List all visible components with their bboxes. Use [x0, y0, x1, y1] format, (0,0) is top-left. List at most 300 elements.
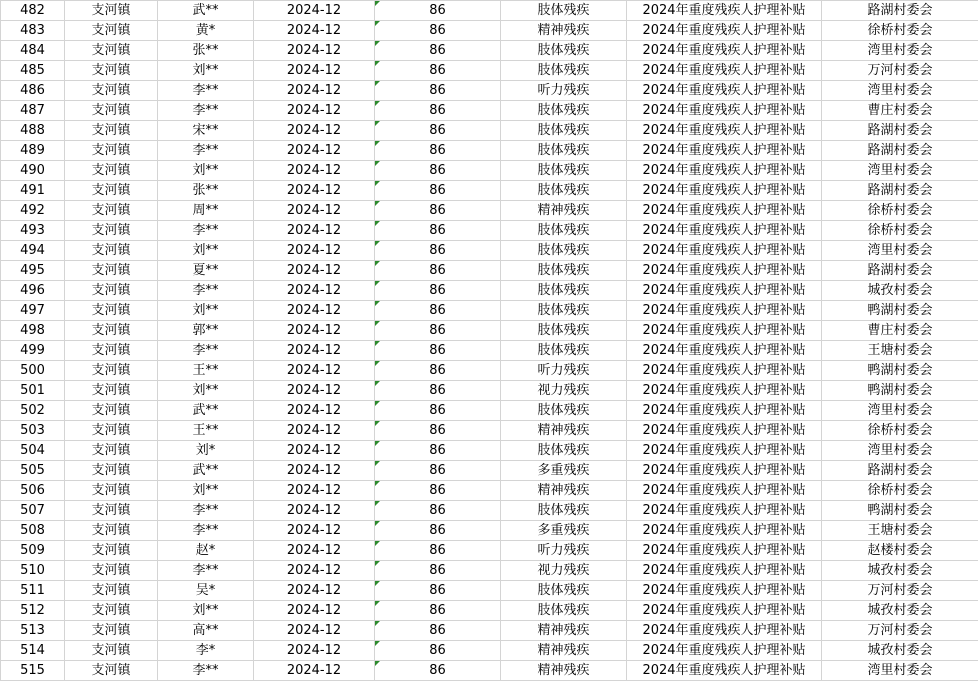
- row-number-cell[interactable]: 494: [1, 241, 65, 261]
- row-number-cell[interactable]: 507: [1, 501, 65, 521]
- amount-cell[interactable]: [375, 401, 501, 421]
- town-cell[interactable]: 支河镇: [65, 541, 158, 561]
- row-number-cell[interactable]: 499: [1, 341, 65, 361]
- name-cell[interactable]: 刘**: [158, 381, 254, 401]
- amount-cell[interactable]: [375, 481, 501, 501]
- amount-cell[interactable]: [375, 201, 501, 221]
- row-number-cell[interactable]: 488: [1, 121, 65, 141]
- disability-type-cell[interactable]: 肢体残疾: [501, 61, 627, 81]
- town-cell[interactable]: 支河镇: [65, 461, 158, 481]
- subsidy-item-cell[interactable]: 2024年重度残疾人护理补贴: [627, 61, 822, 81]
- disability-type-cell[interactable]: 精神残疾: [501, 201, 627, 221]
- number-stored-as-text-indicator-icon: [375, 301, 380, 306]
- town-cell[interactable]: 支河镇: [65, 401, 158, 421]
- town-cell[interactable]: 支河镇: [65, 41, 158, 61]
- subsidy-item-cell[interactable]: 2024年重度残疾人护理补贴: [627, 201, 822, 221]
- row-number-cell[interactable]: 489: [1, 141, 65, 161]
- name-cell[interactable]: 李**: [158, 141, 254, 161]
- name-cell[interactable]: 王**: [158, 361, 254, 381]
- table-row: [1, 301, 978, 321]
- disability-type-cell[interactable]: 肢体残疾: [501, 321, 627, 341]
- table-row: [1, 161, 978, 181]
- subsidy-item-cell[interactable]: 2024年重度残疾人护理补贴: [627, 501, 822, 521]
- month-cell[interactable]: 2024-12: [254, 641, 375, 661]
- month-cell[interactable]: 2024-12: [254, 61, 375, 81]
- number-stored-as-text-indicator-icon: [375, 541, 380, 546]
- subsidy-item-cell[interactable]: 2024年重度残疾人护理补贴: [627, 121, 822, 141]
- village-committee-cell[interactable]: 鸭湖村委会: [822, 501, 978, 521]
- amount-cell[interactable]: [375, 461, 501, 481]
- row-number-cell[interactable]: 501: [1, 381, 65, 401]
- town-cell[interactable]: 支河镇: [65, 201, 158, 221]
- town-cell[interactable]: 支河镇: [65, 221, 158, 241]
- subsidy-item-cell[interactable]: 2024年重度残疾人护理补贴: [627, 541, 822, 561]
- row-number-cell[interactable]: 514: [1, 641, 65, 661]
- row-number-cell[interactable]: 490: [1, 161, 65, 181]
- amount-cell[interactable]: [375, 141, 501, 161]
- amount-cell[interactable]: [375, 181, 501, 201]
- town-cell[interactable]: 支河镇: [65, 341, 158, 361]
- amount-cell[interactable]: [375, 61, 501, 81]
- town-cell[interactable]: 支河镇: [65, 501, 158, 521]
- village-committee-cell[interactable]: 鸭湖村委会: [822, 361, 978, 381]
- village-committee-cell[interactable]: 湾里村委会: [822, 41, 978, 61]
- subsidy-item-cell[interactable]: 2024年重度残疾人护理补贴: [627, 181, 822, 201]
- amount-value: 86: [429, 503, 446, 518]
- month-cell[interactable]: 2024-12: [254, 141, 375, 161]
- village-committee-cell[interactable]: 鸭湖村委会: [822, 381, 978, 401]
- number-stored-as-text-indicator-icon: [375, 421, 380, 426]
- amount-value: 86: [429, 3, 446, 18]
- month-cell[interactable]: 2024-12: [254, 41, 375, 61]
- subsidy-item-cell[interactable]: 2024年重度残疾人护理补贴: [627, 221, 822, 241]
- subsidy-item-cell[interactable]: 2024年重度残疾人护理补贴: [627, 101, 822, 121]
- village-committee-cell[interactable]: 鸭湖村委会: [822, 301, 978, 321]
- month-cell[interactable]: 2024-12: [254, 1, 375, 21]
- town-cell[interactable]: 支河镇: [65, 141, 158, 161]
- month-cell[interactable]: 2024-12: [254, 381, 375, 401]
- month-cell[interactable]: 2024-12: [254, 81, 375, 101]
- month-cell[interactable]: 2024-12: [254, 581, 375, 601]
- name-cell[interactable]: 武**: [158, 461, 254, 481]
- disability-type-cell[interactable]: 肢体残疾: [501, 221, 627, 241]
- amount-cell[interactable]: [375, 541, 501, 561]
- town-cell[interactable]: 支河镇: [65, 241, 158, 261]
- amount-value: 86: [429, 183, 446, 198]
- amount-cell[interactable]: [375, 41, 501, 61]
- amount-cell[interactable]: [375, 561, 501, 581]
- subsidy-item-cell[interactable]: 2024年重度残疾人护理补贴: [627, 321, 822, 341]
- name-cell[interactable]: 李**: [158, 341, 254, 361]
- subsidy-item-cell[interactable]: 2024年重度残疾人护理补贴: [627, 261, 822, 281]
- disability-type-cell[interactable]: 听力残疾: [501, 361, 627, 381]
- town-cell[interactable]: 支河镇: [65, 361, 158, 381]
- town-cell[interactable]: 支河镇: [65, 421, 158, 441]
- village-committee-cell[interactable]: 万河村委会: [822, 581, 978, 601]
- row-number-cell[interactable]: 515: [1, 661, 65, 681]
- name-cell[interactable]: 刘**: [158, 61, 254, 81]
- disability-type-cell[interactable]: 肢体残疾: [501, 141, 627, 161]
- name-cell[interactable]: 高**: [158, 621, 254, 641]
- amount-cell[interactable]: [375, 81, 501, 101]
- disability-type-cell[interactable]: 肢体残疾: [501, 101, 627, 121]
- town-cell[interactable]: 支河镇: [65, 181, 158, 201]
- subsidy-item-cell[interactable]: 2024年重度残疾人护理补贴: [627, 661, 822, 681]
- number-stored-as-text-indicator-icon: [375, 601, 380, 606]
- row-number-cell[interactable]: 504: [1, 441, 65, 461]
- name-cell[interactable]: 吴*: [158, 581, 254, 601]
- village-committee-cell[interactable]: 路湖村委会: [822, 461, 978, 481]
- disability-type-cell[interactable]: 肢体残疾: [501, 161, 627, 181]
- disability-type-cell[interactable]: 视力残疾: [501, 561, 627, 581]
- village-committee-cell[interactable]: 路湖村委会: [822, 181, 978, 201]
- village-committee-cell[interactable]: 万河村委会: [822, 621, 978, 641]
- row-number-cell[interactable]: 486: [1, 81, 65, 101]
- month-cell[interactable]: 2024-12: [254, 421, 375, 441]
- name-cell[interactable]: 李**: [158, 101, 254, 121]
- disability-type-cell[interactable]: 精神残疾: [501, 661, 627, 681]
- town-cell[interactable]: 支河镇: [65, 621, 158, 641]
- row-number-cell[interactable]: 482: [1, 1, 65, 21]
- row-number-cell[interactable]: 496: [1, 281, 65, 301]
- disability-type-cell[interactable]: 肢体残疾: [501, 581, 627, 601]
- disability-type-cell[interactable]: 肢体残疾: [501, 181, 627, 201]
- disability-type-cell[interactable]: 听力残疾: [501, 541, 627, 561]
- amount-cell[interactable]: [375, 361, 501, 381]
- subsidy-item-cell[interactable]: 2024年重度残疾人护理补贴: [627, 361, 822, 381]
- town-cell[interactable]: 支河镇: [65, 301, 158, 321]
- month-cell[interactable]: 2024-12: [254, 661, 375, 681]
- village-committee-cell[interactable]: 徐桥村委会: [822, 421, 978, 441]
- row-number-cell[interactable]: 508: [1, 521, 65, 541]
- number-stored-as-text-indicator-icon: [375, 561, 380, 566]
- town-cell[interactable]: 支河镇: [65, 481, 158, 501]
- disability-type-cell[interactable]: 多重残疾: [501, 461, 627, 481]
- number-stored-as-text-indicator-icon: [375, 581, 380, 586]
- month-cell[interactable]: 2024-12: [254, 461, 375, 481]
- village-committee-cell[interactable]: 徐桥村委会: [822, 201, 978, 221]
- village-committee-cell[interactable]: 城孜村委会: [822, 281, 978, 301]
- village-committee-cell[interactable]: 万河村委会: [822, 61, 978, 81]
- row-number-cell[interactable]: 500: [1, 361, 65, 381]
- amount-cell[interactable]: [375, 301, 501, 321]
- amount-cell[interactable]: [375, 341, 501, 361]
- town-cell[interactable]: 支河镇: [65, 521, 158, 541]
- row-number-cell[interactable]: 509: [1, 541, 65, 561]
- subsidy-item-cell[interactable]: 2024年重度残疾人护理补贴: [627, 481, 822, 501]
- subsidy-item-cell[interactable]: 2024年重度残疾人护理补贴: [627, 341, 822, 361]
- amount-cell[interactable]: [375, 121, 501, 141]
- subsidy-item-cell[interactable]: 2024年重度残疾人护理补贴: [627, 581, 822, 601]
- disability-type-cell[interactable]: 肢体残疾: [501, 281, 627, 301]
- town-cell[interactable]: 支河镇: [65, 161, 158, 181]
- disability-type-cell[interactable]: 肢体残疾: [501, 261, 627, 281]
- subsidy-item-cell[interactable]: 2024年重度残疾人护理补贴: [627, 141, 822, 161]
- month-cell[interactable]: 2024-12: [254, 281, 375, 301]
- village-committee-cell[interactable]: 城孜村委会: [822, 601, 978, 621]
- name-cell[interactable]: 武**: [158, 401, 254, 421]
- name-cell[interactable]: 李**: [158, 501, 254, 521]
- amount-cell[interactable]: [375, 101, 501, 121]
- village-committee-cell[interactable]: 王塘村委会: [822, 341, 978, 361]
- month-cell[interactable]: 2024-12: [254, 201, 375, 221]
- disability-type-cell[interactable]: 肢体残疾: [501, 1, 627, 21]
- name-cell[interactable]: 张**: [158, 181, 254, 201]
- disability-type-cell[interactable]: 肢体残疾: [501, 121, 627, 141]
- subsidy-item-cell[interactable]: 2024年重度残疾人护理补贴: [627, 21, 822, 41]
- town-cell[interactable]: 支河镇: [65, 21, 158, 41]
- number-stored-as-text-indicator-icon: [375, 381, 380, 386]
- town-cell[interactable]: 支河镇: [65, 441, 158, 461]
- subsidy-item-cell[interactable]: 2024年重度残疾人护理补贴: [627, 461, 822, 481]
- town-cell[interactable]: 支河镇: [65, 661, 158, 681]
- row-number-cell[interactable]: 487: [1, 101, 65, 121]
- table-row: [1, 421, 978, 441]
- month-cell[interactable]: 2024-12: [254, 241, 375, 261]
- village-committee-cell[interactable]: 曹庄村委会: [822, 101, 978, 121]
- month-cell[interactable]: 2024-12: [254, 221, 375, 241]
- month-cell[interactable]: 2024-12: [254, 521, 375, 541]
- number-stored-as-text-indicator-icon: [375, 41, 380, 46]
- amount-cell[interactable]: [375, 281, 501, 301]
- row-number-cell[interactable]: 512: [1, 601, 65, 621]
- village-committee-cell[interactable]: 徐桥村委会: [822, 221, 978, 241]
- amount-cell[interactable]: [375, 421, 501, 441]
- amount-cell[interactable]: [375, 321, 501, 341]
- village-committee-cell[interactable]: 曹庄村委会: [822, 321, 978, 341]
- amount-cell[interactable]: [375, 521, 501, 541]
- village-committee-cell[interactable]: 王塘村委会: [822, 521, 978, 541]
- town-cell[interactable]: 支河镇: [65, 561, 158, 581]
- disability-type-cell[interactable]: 肢体残疾: [501, 501, 627, 521]
- name-cell[interactable]: 刘**: [158, 481, 254, 501]
- town-cell[interactable]: 支河镇: [65, 321, 158, 341]
- month-cell[interactable]: 2024-12: [254, 561, 375, 581]
- village-committee-cell[interactable]: 徐桥村委会: [822, 21, 978, 41]
- row-number-cell[interactable]: 493: [1, 221, 65, 241]
- disability-type-cell[interactable]: 肢体残疾: [501, 41, 627, 61]
- subsidy-item-cell[interactable]: 2024年重度残疾人护理补贴: [627, 401, 822, 421]
- disability-type-cell[interactable]: 精神残疾: [501, 621, 627, 641]
- table-row: [1, 601, 978, 621]
- row-number-cell[interactable]: 497: [1, 301, 65, 321]
- name-cell[interactable]: 宋**: [158, 121, 254, 141]
- amount-cell[interactable]: [375, 241, 501, 261]
- month-cell[interactable]: 2024-12: [254, 181, 375, 201]
- village-committee-cell[interactable]: 城孜村委会: [822, 641, 978, 661]
- town-cell[interactable]: 支河镇: [65, 281, 158, 301]
- name-cell[interactable]: 李**: [158, 221, 254, 241]
- town-cell[interactable]: 支河镇: [65, 1, 158, 21]
- disability-type-cell[interactable]: 听力残疾: [501, 81, 627, 101]
- town-cell[interactable]: 支河镇: [65, 261, 158, 281]
- name-cell[interactable]: 李**: [158, 521, 254, 541]
- village-committee-cell[interactable]: 湾里村委会: [822, 241, 978, 261]
- table-row: [1, 561, 978, 581]
- subsidy-item-cell[interactable]: 2024年重度残疾人护理补贴: [627, 41, 822, 61]
- town-cell[interactable]: 支河镇: [65, 381, 158, 401]
- row-number-cell[interactable]: 502: [1, 401, 65, 421]
- row-number-cell[interactable]: 503: [1, 421, 65, 441]
- name-cell[interactable]: 武**: [158, 1, 254, 21]
- number-stored-as-text-indicator-icon: [375, 141, 380, 146]
- table-row: [1, 521, 978, 541]
- month-cell[interactable]: 2024-12: [254, 501, 375, 521]
- village-committee-cell[interactable]: 路湖村委会: [822, 141, 978, 161]
- amount-value: 86: [429, 63, 446, 78]
- town-cell[interactable]: 支河镇: [65, 641, 158, 661]
- row-number-cell[interactable]: 485: [1, 61, 65, 81]
- town-cell[interactable]: 支河镇: [65, 61, 158, 81]
- town-cell[interactable]: 支河镇: [65, 81, 158, 101]
- amount-cell[interactable]: [375, 621, 501, 641]
- month-cell[interactable]: 2024-12: [254, 541, 375, 561]
- town-cell[interactable]: 支河镇: [65, 601, 158, 621]
- name-cell[interactable]: 刘*: [158, 441, 254, 461]
- amount-cell[interactable]: [375, 441, 501, 461]
- row-number-cell[interactable]: 513: [1, 621, 65, 641]
- month-cell[interactable]: 2024-12: [254, 621, 375, 641]
- disability-type-cell[interactable]: 肢体残疾: [501, 401, 627, 421]
- month-cell[interactable]: 2024-12: [254, 121, 375, 141]
- amount-cell[interactable]: [375, 381, 501, 401]
- village-committee-cell[interactable]: 路湖村委会: [822, 1, 978, 21]
- amount-cell[interactable]: [375, 1, 501, 21]
- month-cell[interactable]: 2024-12: [254, 441, 375, 461]
- disability-type-cell[interactable]: 肢体残疾: [501, 301, 627, 321]
- table-row: [1, 341, 978, 361]
- amount-cell[interactable]: [375, 641, 501, 661]
- town-cell[interactable]: 支河镇: [65, 121, 158, 141]
- subsidy-item-cell[interactable]: 2024年重度残疾人护理补贴: [627, 601, 822, 621]
- amount-value: 86: [429, 43, 446, 58]
- amount-cell[interactable]: [375, 501, 501, 521]
- name-cell[interactable]: 周**: [158, 201, 254, 221]
- subsidy-item-cell[interactable]: 2024年重度残疾人护理补贴: [627, 161, 822, 181]
- month-cell[interactable]: 2024-12: [254, 261, 375, 281]
- name-cell[interactable]: 刘**: [158, 601, 254, 621]
- table-row: [1, 141, 978, 161]
- name-cell[interactable]: 李**: [158, 81, 254, 101]
- village-committee-cell[interactable]: 赵楼村委会: [822, 541, 978, 561]
- row-number-cell[interactable]: 492: [1, 201, 65, 221]
- month-cell[interactable]: 2024-12: [254, 481, 375, 501]
- amount-cell[interactable]: [375, 601, 501, 621]
- row-number-cell[interactable]: 491: [1, 181, 65, 201]
- row-number-cell[interactable]: 506: [1, 481, 65, 501]
- month-cell[interactable]: 2024-12: [254, 301, 375, 321]
- amount-cell[interactable]: [375, 161, 501, 181]
- row-number-cell[interactable]: 495: [1, 261, 65, 281]
- subsidy-item-cell[interactable]: 2024年重度残疾人护理补贴: [627, 441, 822, 461]
- amount-value: 86: [429, 603, 446, 618]
- village-committee-cell[interactable]: 湾里村委会: [822, 401, 978, 421]
- village-committee-cell[interactable]: 城孜村委会: [822, 561, 978, 581]
- month-cell[interactable]: 2024-12: [254, 101, 375, 121]
- town-cell[interactable]: 支河镇: [65, 581, 158, 601]
- subsidy-item-cell[interactable]: 2024年重度残疾人护理补贴: [627, 281, 822, 301]
- name-cell[interactable]: 刘**: [158, 161, 254, 181]
- subsidy-item-cell[interactable]: 2024年重度残疾人护理补贴: [627, 301, 822, 321]
- subsidy-item-cell[interactable]: 2024年重度残疾人护理补贴: [627, 1, 822, 21]
- subsidy-item-cell[interactable]: 2024年重度残疾人护理补贴: [627, 521, 822, 541]
- name-cell[interactable]: 张**: [158, 41, 254, 61]
- month-cell[interactable]: 2024-12: [254, 401, 375, 421]
- month-cell[interactable]: 2024-12: [254, 341, 375, 361]
- amount-cell[interactable]: [375, 261, 501, 281]
- amount-cell[interactable]: [375, 661, 501, 681]
- name-cell[interactable]: 夏**: [158, 261, 254, 281]
- subsidy-item-cell[interactable]: 2024年重度残疾人护理补贴: [627, 641, 822, 661]
- subsidy-item-cell[interactable]: 2024年重度残疾人护理补贴: [627, 81, 822, 101]
- number-stored-as-text-indicator-icon: [375, 461, 380, 466]
- month-cell[interactable]: 2024-12: [254, 161, 375, 181]
- amount-cell[interactable]: [375, 221, 501, 241]
- name-cell[interactable]: 刘**: [158, 301, 254, 321]
- disability-type-cell[interactable]: 精神残疾: [501, 21, 627, 41]
- disability-type-cell[interactable]: 肢体残疾: [501, 241, 627, 261]
- village-committee-cell[interactable]: 路湖村委会: [822, 121, 978, 141]
- number-stored-as-text-indicator-icon: [375, 661, 380, 666]
- subsidy-item-cell[interactable]: 2024年重度残疾人护理补贴: [627, 241, 822, 261]
- village-committee-cell[interactable]: 湾里村委会: [822, 661, 978, 681]
- month-cell[interactable]: 2024-12: [254, 21, 375, 41]
- village-committee-cell[interactable]: 湾里村委会: [822, 81, 978, 101]
- disability-type-cell[interactable]: 肢体残疾: [501, 341, 627, 361]
- row-number-cell[interactable]: 511: [1, 581, 65, 601]
- name-cell[interactable]: 刘**: [158, 241, 254, 261]
- number-stored-as-text-indicator-icon: [375, 201, 380, 206]
- subsidy-item-cell[interactable]: 2024年重度残疾人护理补贴: [627, 381, 822, 401]
- town-cell[interactable]: 支河镇: [65, 101, 158, 121]
- row-number-cell[interactable]: 484: [1, 41, 65, 61]
- month-cell[interactable]: 2024-12: [254, 361, 375, 381]
- subsidy-item-cell[interactable]: 2024年重度残疾人护理补贴: [627, 621, 822, 641]
- name-cell[interactable]: 郭**: [158, 321, 254, 341]
- name-cell[interactable]: 李**: [158, 661, 254, 681]
- name-cell[interactable]: 黄*: [158, 21, 254, 41]
- name-cell[interactable]: 王**: [158, 421, 254, 441]
- disability-type-cell[interactable]: 精神残疾: [501, 421, 627, 441]
- number-stored-as-text-indicator-icon: [375, 321, 380, 326]
- village-committee-cell[interactable]: 路湖村委会: [822, 261, 978, 281]
- row-number-cell[interactable]: 505: [1, 461, 65, 481]
- village-committee-cell[interactable]: 徐桥村委会: [822, 481, 978, 501]
- disability-type-cell[interactable]: 精神残疾: [501, 641, 627, 661]
- subsidy-item-cell[interactable]: 2024年重度残疾人护理补贴: [627, 421, 822, 441]
- row-number-cell[interactable]: 483: [1, 21, 65, 41]
- disability-type-cell[interactable]: 肢体残疾: [501, 601, 627, 621]
- disability-type-cell[interactable]: 多重残疾: [501, 521, 627, 541]
- amount-cell[interactable]: [375, 21, 501, 41]
- amount-cell[interactable]: [375, 581, 501, 601]
- disability-type-cell[interactable]: 视力残疾: [501, 381, 627, 401]
- subsidy-item-cell[interactable]: 2024年重度残疾人护理补贴: [627, 561, 822, 581]
- month-cell[interactable]: 2024-12: [254, 601, 375, 621]
- name-cell[interactable]: 李**: [158, 561, 254, 581]
- row-number-cell[interactable]: 510: [1, 561, 65, 581]
- number-stored-as-text-indicator-icon: [375, 101, 380, 106]
- name-cell[interactable]: 李*: [158, 641, 254, 661]
- name-cell[interactable]: 赵*: [158, 541, 254, 561]
- name-cell[interactable]: 李**: [158, 281, 254, 301]
- disability-type-cell[interactable]: 肢体残疾: [501, 441, 627, 461]
- disability-type-cell[interactable]: 精神残疾: [501, 481, 627, 501]
- month-cell[interactable]: 2024-12: [254, 321, 375, 341]
- row-number-cell[interactable]: 498: [1, 321, 65, 341]
- village-committee-cell[interactable]: 湾里村委会: [822, 441, 978, 461]
- village-committee-cell[interactable]: 湾里村委会: [822, 161, 978, 181]
